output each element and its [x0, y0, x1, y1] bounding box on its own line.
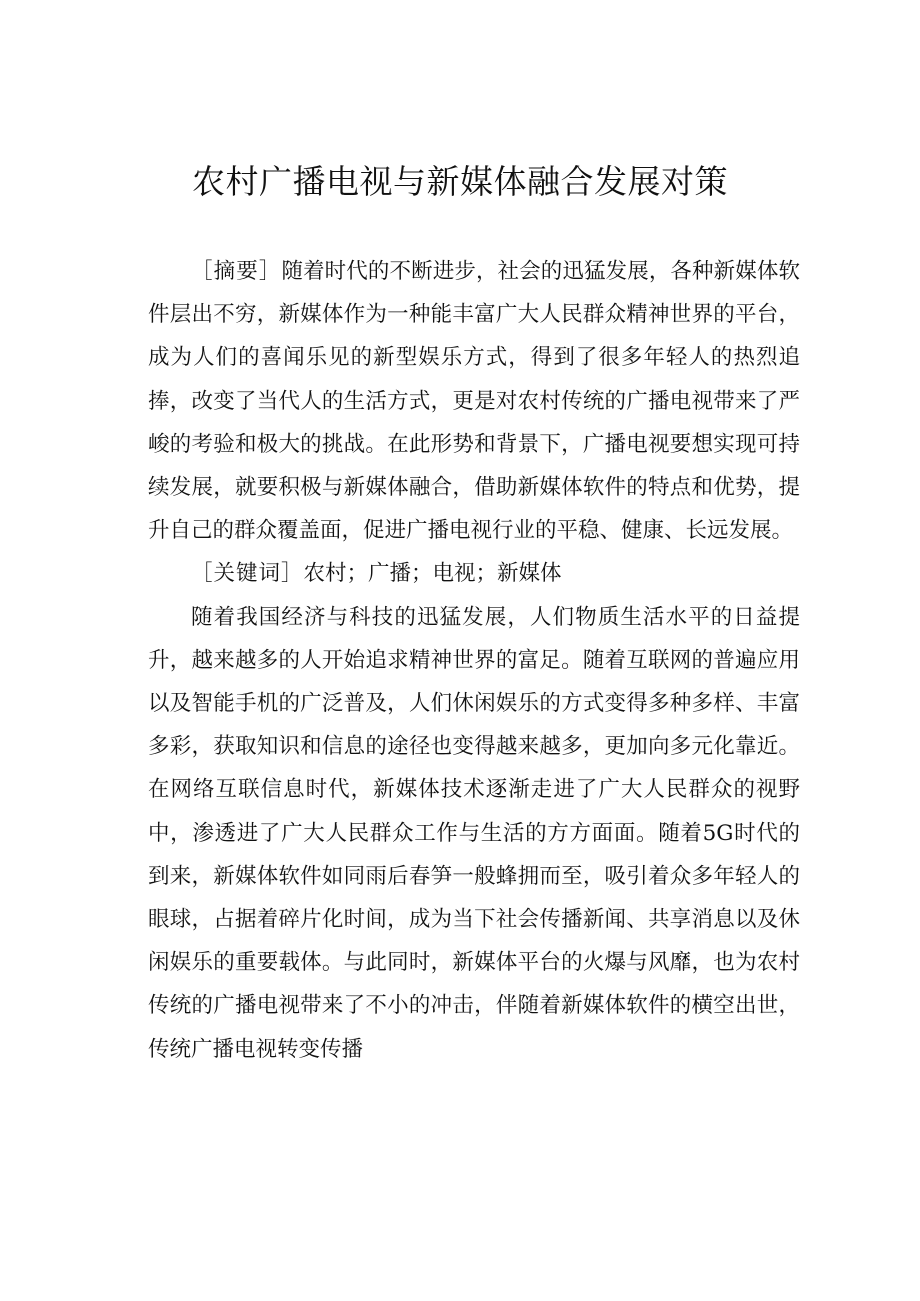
abstract-label: ［摘要］ — [191, 259, 282, 284]
abstract-text: 随着时代的不断进步，社会的迅猛发展，各种新媒体软件层出不穷，新媒体作为一种能丰富广大人民群众精神世界的平台，成为人们的喜闻乐见的新型娱乐方式，得到了很多年轻人的热烈追捧，改变了当代人的生活方式，更是对农村传统的广播电视带来了严峻的考验和极大的挑战。在此形势和背景下，广播电视要想实现可持续发展，就要积极与新媒体融合，借助新媒体软件的特点和优势，提升自己的群众覆盖面，促进广播电视行业的平稳、健康、长远发展。 — [148, 259, 800, 544]
keywords-label: ［关键词］ — [191, 561, 304, 587]
keywords-text: 农村；广播；电视；新媒体 — [303, 561, 562, 587]
body-paragraph: 随着我国经济与科技的迅猛发展，人们物质生活水平的日益提升，越来越多的人开始追求精神世界的富足。随着互联网的普遍应用以及智能手机的广泛普及，人们休闲娱乐的方式变得多种多样、丰富多彩，获取知识和信息的途径也变得越来越多，更加向多元化靠近。在网络互联信息时代，新媒体技术逐渐走进了广大人民群众的视野中，渗透进了广大人民群众工作与生活的方方面面。随着5G时代的到来，新媒体软件如同雨后春笋一般蜂拥而至，吸引着众多年轻人的眼球，占据着碎片化时间，成为当下社会传播新闻、共享消息以及休闲娱乐的重要载体。与此同时，新媒体平台的火爆与风靡，也为农村传统的广播电视带来了不小的冲击，伴随着新媒体软件的横空出世，传统广播电视转变传播 — [148, 604, 800, 1062]
document-body — [148, 250, 800, 1071]
keywords-paragraph — [148, 552, 800, 595]
abstract-paragraph — [148, 250, 800, 552]
document-title: 农村广播电视与新媒体融合发展对策 — [192, 162, 728, 201]
